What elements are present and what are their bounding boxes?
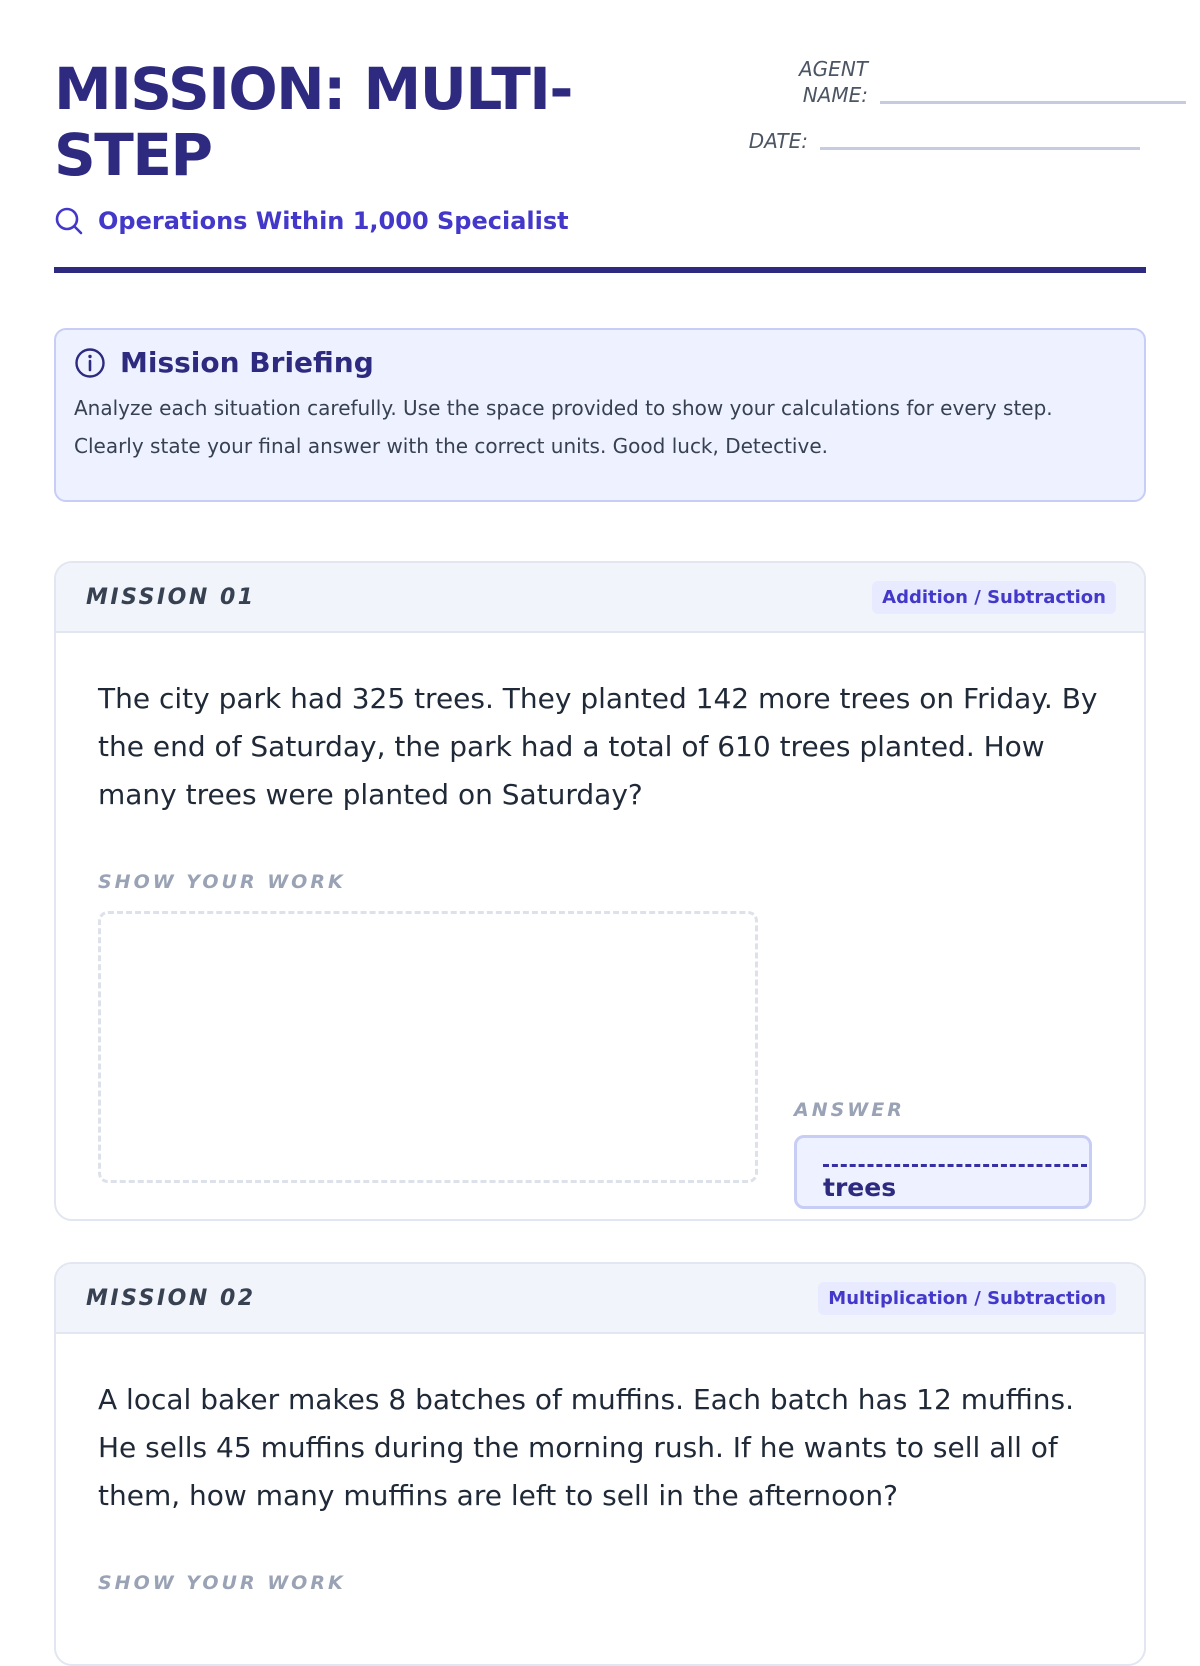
briefing-text: Analyze each situation carefully. Use the space provided to show your calculations for every step. Clearly state your final answer with the correct units. Good luck, Detective.	[74, 396, 1053, 458]
worksheet-header	[54, 56, 1146, 276]
page-title: MISSION: MULTI-STEP	[54, 55, 572, 189]
subtitle	[54, 206, 569, 236]
date-label: DATE:	[748, 129, 808, 153]
problem-text: A local baker makes 8 batches of muffins. Each batch has 12 muffins. He sells 45 muffins during the morning rush. If he wants to sell all of them, how many muffins are left to sell in the afternoon?	[98, 1383, 1075, 1512]
search-icon	[54, 206, 84, 236]
answer-box[interactable]	[794, 1135, 1092, 1209]
mission-tag: Multiplication / Subtraction	[818, 1282, 1116, 1315]
date-field[interactable]	[674, 128, 1140, 154]
mission-briefing	[54, 328, 1146, 502]
problem-text: The city park had 325 trees. They planted 142 more trees on Friday. By the end of Saturday, the park had a total of 610 trees planted. How many trees were planted on Saturday?	[98, 682, 1098, 811]
briefing-heading	[74, 346, 1126, 379]
answer-unit: trees	[823, 1173, 897, 1202]
mission-card	[54, 1262, 1146, 1666]
answer-label: ANSWER	[794, 1099, 905, 1121]
answer-area	[794, 1099, 1092, 1209]
mission-card-header	[56, 563, 1144, 633]
answer-blank[interactable]	[823, 1146, 1087, 1167]
mission-number: MISSION 01	[86, 584, 256, 610]
mission-number: MISSION 02	[86, 1285, 256, 1311]
mission-tag: Addition / Subtraction	[872, 581, 1116, 614]
mission-card-header	[56, 1264, 1144, 1334]
briefing-title: Mission Briefing	[120, 346, 374, 379]
subtitle-text: Operations Within 1,000 Specialist	[98, 207, 569, 235]
header-divider	[54, 267, 1146, 273]
worksheet-page	[54, 0, 1146, 1600]
mission-card	[54, 561, 1146, 1221]
agent-name-label: AGENT NAME:	[799, 57, 868, 107]
agent-name-field[interactable]	[744, 56, 1186, 108]
date-line[interactable]	[820, 147, 1140, 150]
work-area[interactable]	[98, 911, 758, 1183]
work-label: SHOW YOUR WORK	[98, 1572, 346, 1594]
mission-card-body	[56, 633, 1144, 1202]
work-label: SHOW YOUR WORK	[98, 871, 346, 893]
info-icon	[74, 347, 106, 379]
agent-name-line[interactable]	[880, 101, 1186, 104]
mission-card-body	[56, 1334, 1144, 1594]
